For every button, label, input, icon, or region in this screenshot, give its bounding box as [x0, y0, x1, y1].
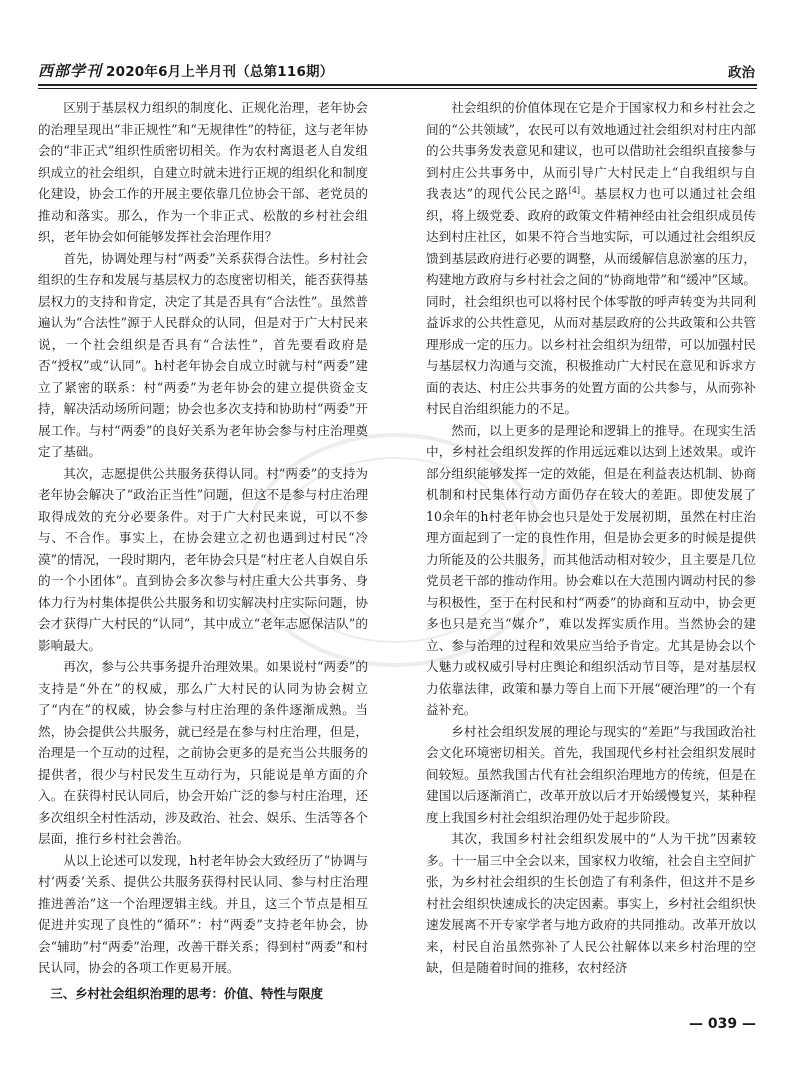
right-column — [426, 97, 756, 979]
body-paragraph: 再次，参与公共事务提升治理效果。如果说村“两委”的支持是“外在”的权威，那么广大村民的认同为协会树立了“内在”的权威，协会参与村庄治理的条件逐渐成熟。当然，协会提供公共服务，就已经是在参与村庄治理，但是，治理是一个互动的过程，之前协会更多的是充当公共服务的提供者，很少与村民发生互动行为，只能说是单方面的介入。在获得村民认同后，协会开始广泛的参与村庄治理，还多次组织全村性活动，涉及政治、社会、娱乐、生活等各个层面，推行乡村社会善治。 — [38, 659, 368, 846]
journal-title — [38, 60, 333, 81]
body-paragraph: 乡村社会组织发展的理论与现实的“差距”与我国政治社会文化环境密切相关。首先，我国现代乡村社会组织发展时间较短。虽然我国古代有社会组织治理地方的传统，但是在建国以后逐渐消亡，改革开放以后才开始缓慢复兴，某种程度上我国乡村社会组织治理仍处于起步阶段。 — [426, 723, 756, 825]
header-rule-thin — [38, 88, 757, 89]
citation-ref: [4] — [568, 185, 581, 195]
paragraph-text: 。基层权力也可以通过社会组织，将上级党委、政府的政策文件精神经由社会组织成员传达到村庄社区，如果不符合当地实际，可以通过社会组织反馈到基层政府进行必要的调整，从而缓解信息淤塞的压力，构建地方政府与乡村社会之间的“协商地带”和“缓冲”区域。同时，社会组织也可以将村民个体零散的呼声转变为共同利益诉求的公共性意见，从而对基层政府的公共政策和公共管理形成一定的压力。以乡村社会组织为纽带，可以加强村民与基层权力沟通与交流，积极推动广大村民在意见和诉求方面的表达、村庄公共事务的处置方面的公共参与，从而弥补村民自治组织能力的不足。 — [426, 186, 756, 416]
left-column — [38, 97, 368, 1004]
section-heading: 三、乡村社会组织治理的思考：价值、特性与限度 — [50, 985, 323, 1001]
body-paragraph — [426, 97, 756, 420]
body-paragraph: 然而，以上更多的是理论和逻辑上的推导。在现实生活中，乡村社会组织发挥的作用远远难以达到上述效果。或许部分组织能够发挥一定的效能，但是在利益表达机制、协商机制和村民集体行动方面仍存在较大的差距。即使发展了10余年的h村老年协会也只是处于发展初期，虽然在村庄治理方面起到了一定的良性作用，但是协会更多的时候是提供力所能及的公共服务，而其他活动相对较少，且主要是几位党员老干部的推动作用。协会难以在大范围内调动村民的参与积极性，至于在村民和村“两委”的协商和互动中，协会更多也只是充当“媒介”，难以发挥实质作用。当然协会的建立、参与治理的过程和效果应当给予肯定。尤其是协会以个人魅力或权威引导村庄舆论和组织活动节目等，是对基层权力依靠法律，政策和暴力等自上而下开展“硬治理”的一个有益补充。 — [426, 422, 756, 717]
body-paragraph: 从以上论述可以发现，h村老年协会大致经历了“协调与村‘两委’关系、提供公共服务获得村民认同、参与村庄治理推进善治”这一个治理逻辑主线。并且，这三个节点是相互促进并实现了良性的“循环”：村“两委”支持老年协会，协会“辅助”村“两委”治理，改善干群关系；得到村“两委”和村民认同，协会的各项工作更易开展。 — [38, 852, 368, 975]
paragraph-text: 社会组织的价值体现在它是介于国家权力和乡村社会之间的“公共领域”，农民可以有效地通过社会组织对村庄内部的公共事务发表意见和建议，也可以借助社会组织直接参与到村庄公共事务中，从而引导广大村民走上“自我组织与自我表达”的现代公民之路 — [426, 100, 756, 201]
section-label: 政治 — [728, 65, 755, 81]
header-rule-thick — [38, 84, 757, 86]
body-paragraph: 其次，志愿提供公共服务获得认同。村“两委”的支持为老年协会解决了“政治正当性”问题，但这不是参与村庄治理取得成效的充分必要条件。对于广大村民来说，可以不参与、不合作。事实上，在协会建立之初也遇到过村民“冷漠”的情况，一段时期内，老年协会只是“村庄老人自娱自乐的一个小团体”。直到协会多次参与村庄重大公共事务、身体力行为村集体提供公共服务和切实解决村庄实际问题，协会才获得广大村民的“认同”，其中成立“老年志愿保洁队”的影响最大。 — [38, 465, 368, 653]
page-number: — 039 — — [689, 1016, 756, 1032]
running-header — [38, 56, 757, 82]
issue-info: 2020年6月上半月刊（总第116期） — [106, 64, 334, 80]
body-paragraph: 其次，我国乡村社会组织发展中的“人为干扰”因素较多。十一届三中全会以来，国家权力收缩，社会自主空间扩张，为乡村社会组织的生长创造了有利条件，但这并不是乡村社会组织快速成长的决定因素。事实上，乡村社会组织快速发展离不开专家学者与地方政府的共同推动。改革开放以来，村民自治虽然弥补了人民公社解体以来乡村治理的空缺，但是随着时间的推移，农村经济 — [426, 831, 756, 975]
body-paragraph: 首先，协调处理与村“两委”关系获得合法性。乡村社会组织的生存和发展与基层权力的态度密切相关，能否获得基层权力的支持和肯定，决定了其是否具有“合法性”。虽然普遍认为“合法性”源于人民群众的认同，但是对于广大村民来说，一个社会组织是否具有“合法性”，首先要看政府是否“授权”或“认同”。h村老年协会自成立时就与村“两委”建立了紧密的联系：村“两委”为老年协会的建立提供资金支持，解决活动场所问题；协会也多次支持和协助村“两委”开展工作。与村“两委”的良好关系为老年协会参与村庄治理奠定了基础。 — [38, 250, 368, 459]
body-paragraph: 区别于基层权力组织的制度化、正规化治理，老年协会的治理呈现出“非正规性”和“无规律性”的特征，这与老年协会的“非正式”组织性质密切相关。作为农村离退老人自发组织成立的社会组织，自建立时就未进行正规的组织化和制度化建设，协会工作的开展主要依靠几位协会干部、老党员的推动和落实。那么，作为一个非正式、松散的乡村社会组织，老年协会如何能够发挥社会治理作用？ — [38, 100, 368, 244]
journal-logo: 西部学刊 — [38, 62, 103, 80]
